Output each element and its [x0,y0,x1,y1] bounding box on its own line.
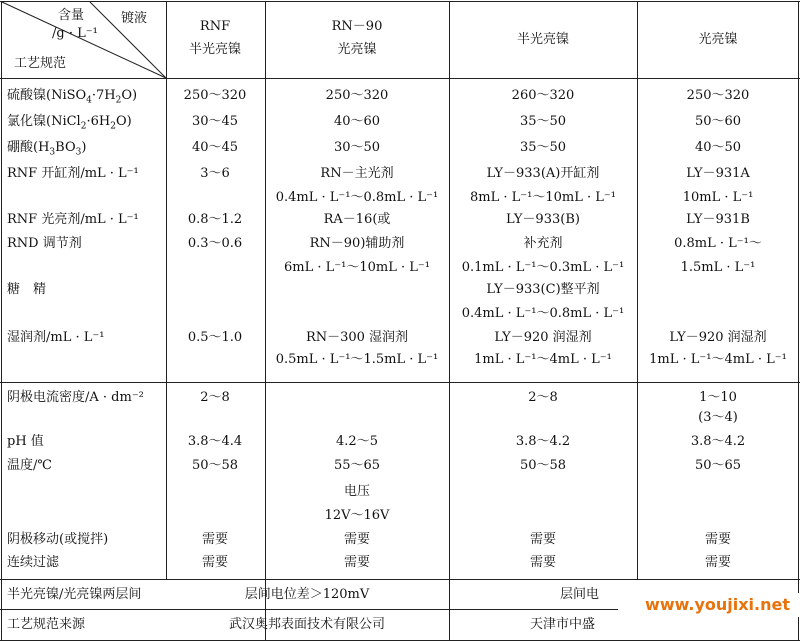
col4-header: 光亮镍 [698,32,738,47]
col3-starter-range: 8mL · L⁻¹～10mL · L⁻¹ [470,190,616,205]
label-source: 工艺规范来源 [7,617,86,632]
col2-nickel-chloride: 40～60 [333,114,381,129]
col1-brightener: 0.8～1.2 [187,212,243,227]
col4-ph: 3.8～4.2 [690,434,746,449]
corner-quantity: 含量 [58,8,85,23]
col4-agent-b-range-line1: 0.8mL · L⁻¹～ [674,236,762,251]
col1-filtration: 需要 [201,555,229,570]
col3-nickel-sulfate: 260～320 [511,88,575,103]
col3-cathode-move: 需要 [529,532,557,547]
label-current-density: 阴极电流密度/A · dm⁻² [7,390,144,405]
label-saccharin: 糖 精 [7,282,47,297]
col2-voltage-value: 12V～16V [324,508,390,523]
potential-diff-2: 层间电 [560,587,600,602]
col2-nickel-sulfate: 250～320 [325,88,389,103]
col3-temperature: 50～58 [519,458,567,473]
label-ph: pH 值 [7,434,44,449]
col2-main-brightener: RN－主光剂 [320,166,394,181]
col3-leveler: LY－933(C)整平剂 [486,282,600,297]
col3-ph: 3.8～4.2 [515,434,571,449]
col4-agent-b: LY－931B [686,212,750,227]
col1-ph: 3.8～4.4 [187,434,243,449]
label-starter: RNF 开缸剂/mL · L⁻¹ [7,166,139,181]
corner-bath: 镀液 [121,11,148,26]
col3-current-density: 2～8 [528,390,558,405]
col1-nickel-chloride: 30～45 [191,114,239,129]
col1-temperature: 50～58 [191,458,239,473]
col2-wetting-range: 0.5mL · L⁻¹～1.5mL · L⁻¹ [275,352,439,367]
col2-header-line1: RN－90 [331,19,383,34]
col4-wetting-range: 1mL · L⁻¹～4mL · L⁻¹ [649,352,787,367]
col1-starter: 3～6 [200,166,230,181]
label-temperature: 温度/℃ [7,458,52,473]
col3-header: 半光亮镍 [516,32,570,47]
col2-voltage-label: 电压 [343,484,371,499]
label-nickel-chloride: 氯化镍$(NiCl_2\cdot 6H_2O)$ [7,114,132,132]
col4-filtration: 需要 [704,555,732,570]
col2-aux-line1: RA－16(或 [323,212,391,227]
col1-cathode-move: 需要 [201,532,229,547]
col4-current-density-opt: (3～4) [698,410,738,425]
col2-temperature: 55～65 [333,458,381,473]
rule-col1 [166,1,167,579]
col1-nickel-sulfate: 250～320 [183,88,247,103]
col3-nickel-chloride: 35～50 [519,114,567,129]
label-brightener: RNF 光亮剂/mL · L⁻¹ [7,212,139,227]
col3-filtration: 需要 [529,555,557,570]
col1-header-line1: RNF [199,19,231,34]
col3-wetting: LY－920 润湿剂 [494,330,592,345]
corner-unit: /g · L⁻¹ [52,26,98,41]
label-wetting: 湿润剂/mL · L⁻¹ [7,330,105,345]
col2-wetting: RN－300 湿润剂 [305,330,409,345]
rule-bottom [0,640,800,641]
label-filtration: 连续过滤 [7,555,60,570]
label-nickel-sulfate: 硫酸镍$(NiSO_4\cdot 7H_2O)$ [7,88,138,106]
rule-col3 [449,1,450,641]
col2-ph: 4.2～5 [336,434,378,449]
col1-boric-acid: 40～45 [191,140,239,155]
label-cathode-move: 阴极移动(或搅拌) [7,532,109,547]
col2-aux-range: 6mL · L⁻¹～10mL · L⁻¹ [284,260,430,275]
potential-diff-1: 层间电位差＞120mV [244,587,370,602]
source-2: 天津市中盛 [530,617,596,632]
col1-current-density: 2～8 [200,390,230,405]
col2-filtration: 需要 [343,555,371,570]
source-1: 武汉奥邦表面技术有限公司 [228,617,386,632]
rule-mid [0,382,800,383]
col2-header-line2: 光亮镍 [337,42,377,57]
corner-spec: 工艺规范 [14,56,67,71]
col4-agent-a-range: 10mL · L⁻¹ [682,190,754,205]
label-boric-acid: 硼酸$(H_3BO_3)$ [7,140,87,158]
col4-nickel-sulfate: 250～320 [686,88,750,103]
col1-regulator: 0.3～0.6 [187,236,243,251]
col4-nickel-chloride: 50～60 [694,114,742,129]
col3-leveler-range: 0.4mL · L⁻¹～0.8mL · L⁻¹ [461,306,625,321]
rule-footer-1 [0,579,800,580]
rule-left [1,1,2,641]
site-watermark: www.youjixi.net [618,593,800,617]
label-two-layer: 半光亮镍/光亮镍两层间 [7,587,142,602]
col4-wetting: LY－920 润湿剂 [669,330,767,345]
col2-aux-line2: RN－90)辅助剂 [309,236,405,251]
col2-boric-acid: 30～50 [333,140,381,155]
col4-temperature: 50～65 [694,458,742,473]
col2-cathode-move: 需要 [343,532,371,547]
col2-main-brightener-range: 0.4mL · L⁻¹～0.8mL · L⁻¹ [275,190,439,205]
col3-agent-b: LY－933(B) [506,212,580,227]
col3-wetting-range: 1mL · L⁻¹～4mL · L⁻¹ [474,352,612,367]
col3-boric-acid: 35～50 [519,140,567,155]
col4-cathode-move: 需要 [704,532,732,547]
rule-right [798,1,799,641]
rule-col4 [637,1,638,579]
col3-replenisher: 补充剂 [523,236,563,251]
col4-boric-acid: 40～50 [694,140,742,155]
col4-current-density: 1～10 [699,390,737,405]
col3-starter: LY－933(A)开缸剂 [486,166,600,181]
col1-header-line2: 半光亮镍 [188,42,242,57]
rule-col2 [265,1,266,641]
col4-agent-b-range-line2: 1.5mL · L⁻¹ [680,260,756,275]
col3-replenisher-range: 0.1mL · L⁻¹～0.3mL · L⁻¹ [461,260,625,275]
col4-agent-a: LY－931A [686,166,750,181]
label-regulator: RND 调节剂 [7,236,82,251]
col1-wetting: 0.5～1.0 [187,330,243,345]
